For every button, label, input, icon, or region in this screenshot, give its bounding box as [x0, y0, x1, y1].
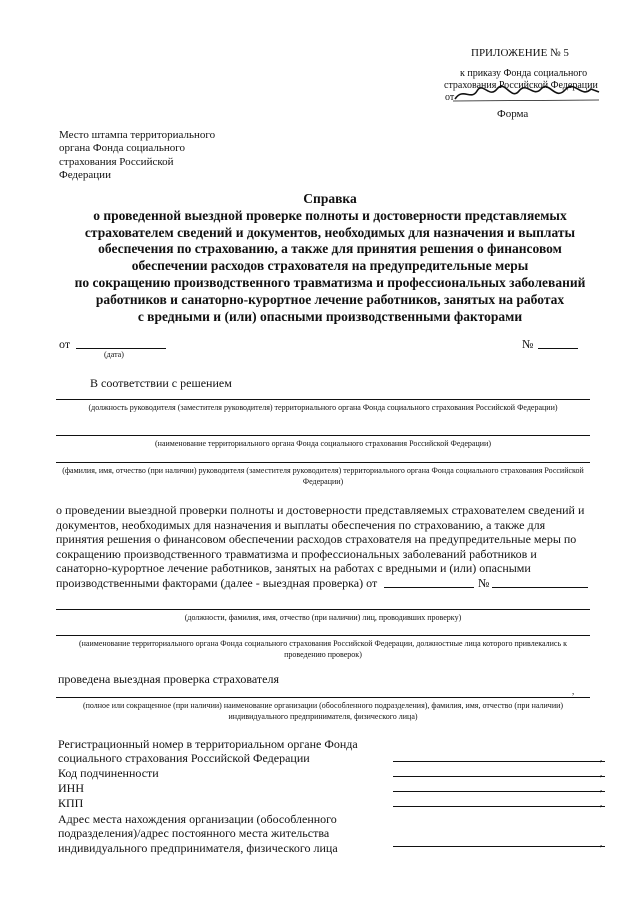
conducted-label: проведена выездная проверка страхователя — [58, 672, 279, 686]
address-label — [58, 812, 338, 855]
line-end-mark: , — [600, 838, 603, 848]
title-line: Справка — [303, 191, 357, 206]
line-end-mark: , — [600, 783, 603, 793]
org-name-caption: (наименование территориального органа Фонда социального страхования Российской Федерации) — [155, 439, 491, 448]
body-line: о проведении выездной проверки полноты и достоверности представляемых страхователем сведений и — [56, 503, 585, 517]
stamp-line: Место штампа территориального — [59, 129, 216, 141]
stamp-line: страхования Российской — [59, 155, 174, 168]
date-field-line[interactable] — [76, 348, 166, 349]
fio-caption: (фамилия, имя, отчество (при наличии) руководителя (заместителя руководителя) территориального органа Фонда социального страхования Российской Федерации) — [62, 466, 584, 486]
address-line-3: индивидуального предпринимателя, физического лица — [58, 840, 338, 855]
number-label: № — [522, 337, 534, 351]
check-number-label: № — [478, 576, 490, 590]
involved-field-line[interactable] — [56, 635, 590, 636]
title-line: обеспечении расходов страхователя на предупредительные меры — [131, 258, 529, 274]
subordination-field-line[interactable] — [393, 776, 605, 777]
reg-number-line-1: Регистрационный номер в территориальном органе Фонда — [58, 737, 358, 751]
address-line-1: Адрес места нахождения организации (обособленного — [58, 812, 337, 826]
subordination-label: Код подчиненности — [58, 766, 159, 780]
check-number-field-line[interactable] — [492, 587, 588, 588]
inspectors-field-line[interactable] — [56, 609, 590, 610]
reg-number-label — [58, 737, 358, 766]
body-paragraph — [56, 503, 590, 576]
inn-field-line[interactable] — [393, 791, 605, 792]
form-label: Форма — [497, 108, 529, 120]
stamp-place — [59, 129, 215, 182]
line-end-mark: , — [600, 798, 603, 808]
position-caption: (должность руководителя (заместителя руководителя) территориального органа Фонда социального страхования Российской Федерации) — [88, 403, 558, 412]
org-name-field-line[interactable] — [56, 435, 590, 436]
inn-label: ИНН — [58, 781, 84, 795]
fio-field-line[interactable] — [56, 462, 590, 463]
title-line: страхователем сведений и документов, необходимых для назначения и выплаты — [84, 224, 576, 240]
body-line: принятия решения о финансовом обеспечении расходов страхователя на предупредительные меры по — [56, 532, 577, 547]
appendix-label: ПРИЛОЖЕНИЕ № 5 — [471, 47, 569, 59]
handwritten-order-date-number — [453, 83, 603, 105]
body-line: документов, необходимых для назначения и выплаты обеспечения по страхованию, а также для — [56, 517, 546, 532]
title-line: о проведенной выездной проверке полноты и достоверности представляемых — [93, 207, 567, 223]
reg-number-line-2: социального страхования Российской Федерации — [58, 751, 310, 766]
date-from-label: от — [59, 337, 71, 351]
inspectors-caption: (должности, фамилия, имя, отчество (при наличии) лиц, проводивших проверку) — [184, 613, 462, 622]
order-line-2: страхования Российской Федерации — [444, 80, 598, 91]
order-line-1: к приказу Фонда социального — [460, 68, 588, 79]
address-field-line[interactable] — [393, 846, 605, 847]
stamp-line: органа Фонда социального — [59, 142, 185, 155]
kpp-label: КПП — [58, 796, 84, 810]
body-line: санаторно-курортное лечение работников, занятых на работах с вредными и (или) опасными — [56, 561, 531, 576]
kpp-field-line[interactable] — [393, 806, 605, 807]
title-line: с вредными и (или) опасными производственными факторами — [137, 308, 523, 324]
title-line: обеспечения по страхованию, а также для принятия решения о финансовом — [98, 241, 562, 257]
document-title — [40, 191, 620, 325]
address-line-2: подразделения)/адрес постоянного места жительства — [58, 826, 330, 841]
title-line: по сокращению производственного травматизма и профессиональных заболеваний — [74, 274, 586, 290]
number-field-line[interactable] — [538, 348, 578, 349]
check-date-field-line[interactable] — [384, 587, 474, 588]
position-field-line[interactable] — [56, 399, 590, 400]
date-caption: (дата) — [104, 350, 124, 359]
stamp-line: Федерации — [59, 168, 111, 181]
line-end-mark: , — [600, 768, 603, 778]
line-end-mark: , — [572, 686, 575, 696]
reg-number-field-line[interactable] — [393, 761, 605, 762]
title-line: работников и санаторно-курортное лечение работников, занятых на работах — [95, 291, 565, 307]
order-line-3-prefix: от — [445, 92, 455, 103]
insured-field-line[interactable] — [56, 697, 590, 698]
involved-caption: (наименование территориального органа Фонда социального страхования Российской Федерации, должностные лица которого привлекались к проведению проверок) — [78, 639, 567, 659]
according-to-decision: В соответствии с решением — [90, 376, 232, 390]
line-end-mark: , — [600, 753, 603, 763]
body-line: сокращению производственного травматизма и профессиональных заболеваний работников и — [56, 546, 537, 561]
body-last-line: производственными факторами (далее - выездная проверка) от — [56, 576, 378, 590]
insured-caption: (полное или сокращенное (при наличии) наименование организации (обособленного подразделения), фамилия, имя, отчество (при наличии) индивидуального предпринимателя, физического лица) — [82, 701, 564, 721]
